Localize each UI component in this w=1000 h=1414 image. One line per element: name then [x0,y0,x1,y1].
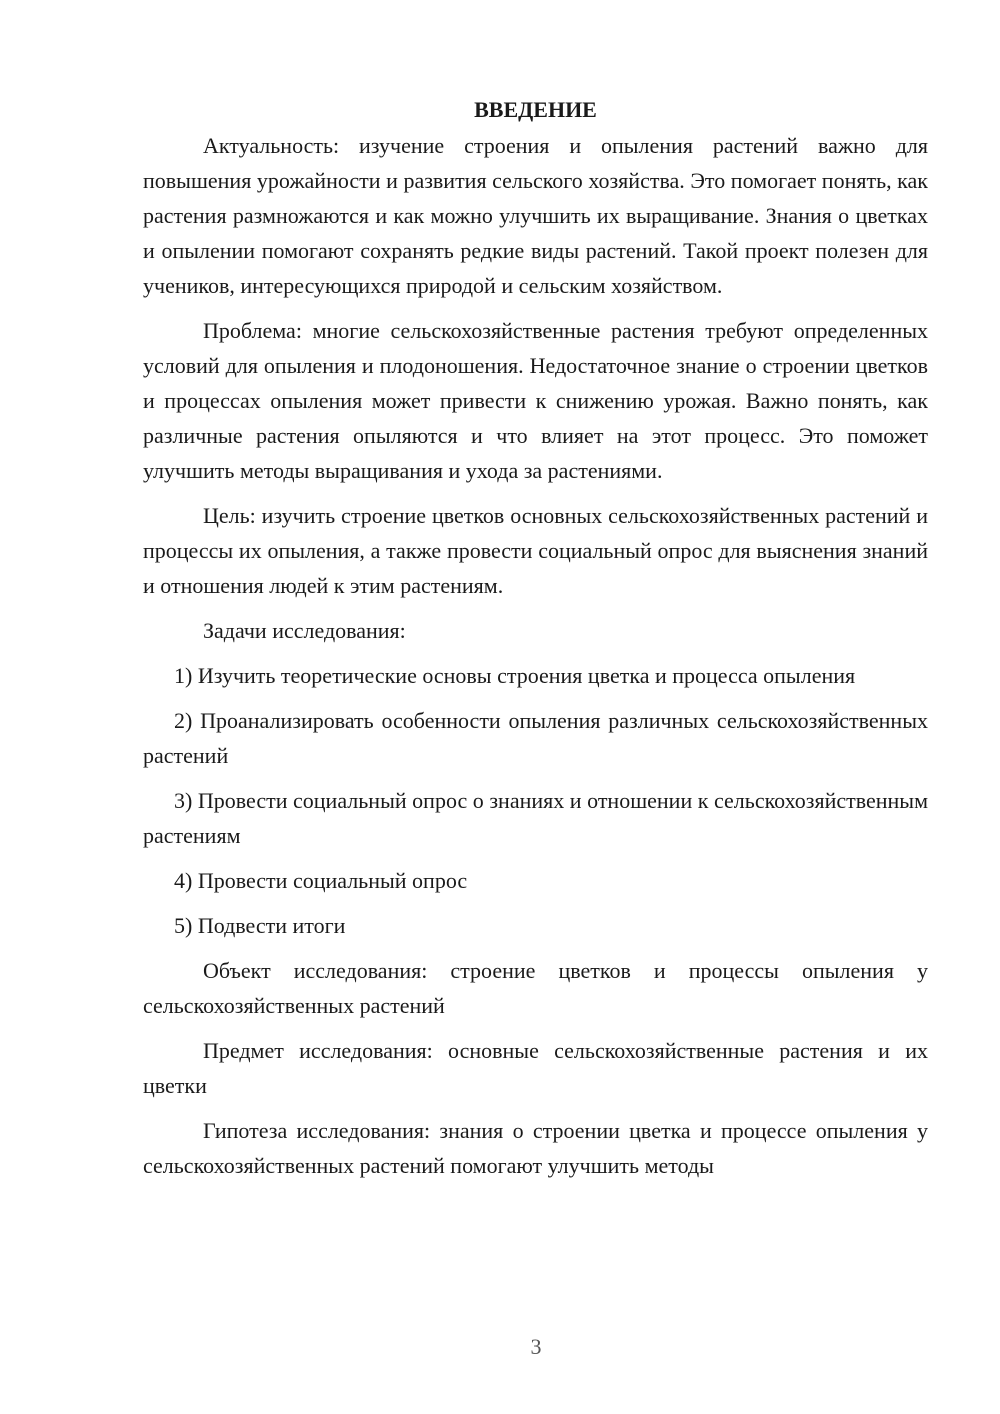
task-item-2: 2) Проанализировать особенности опыления различных сельскохозяйственных растений [143,708,928,768]
task-item-4: 4) Провести социальный опрос [174,868,468,893]
page-number: 3 [530,1334,542,1359]
paragraph-object: Объект исследования: строение цветков и процессы опыления у сельскохозяйственных растений [143,958,928,1018]
task-item-5: 5) Подвести итоги [174,913,346,938]
paragraph-problem: Проблема: многие сельскохозяйственные растения требуют определенных условий для опыления и плодоношения. Недостаточное знание о строении цветков и процессах опыления может привести к снижению урожая. Важно понять, как различные растения опыляются и что влияет на этот процесс. Это поможет улучшить методы выращивания и ухода за растениями. [143,318,928,483]
paragraph-hypothesis: Гипотеза исследования: знания о строении цветка и процессе опыления у сельскохозяйственных растений помогают улучшить методы [143,1118,928,1178]
paragraph-goal: Цель: изучить строение цветков основных сельскохозяйственных растений и процессы их опыления, а также провести социальный опрос для выяснения знаний и отношения людей к этим растениям. [143,503,928,598]
paragraph-relevance: Актуальность: изучение строения и опыления растений важно для повышения урожайности и развития сельского хозяйства. Это помогает понять, как растения размножаются и как можно улучшить их выращивание. Знания о цветках и опылении помогают сохранять редкие виды растений. Такой проект полезен для учеников, интересующихся природой и сельским хозяйством. [143,133,928,298]
tasks-title: Задачи исследования: [203,618,406,643]
section-heading: ВВЕДЕНИЕ [474,97,597,122]
paragraph-subject: Предмет исследования: основные сельскохозяйственные растения и их цветки [143,1038,928,1098]
task-item-3: 3) Провести социальный опрос о знаниях и отношении к сельскохозяйственным растениям [143,788,928,848]
task-item-1: 1) Изучить теоретические основы строения цветка и процесса опыления [174,663,856,688]
page-content [143,92,928,1193]
